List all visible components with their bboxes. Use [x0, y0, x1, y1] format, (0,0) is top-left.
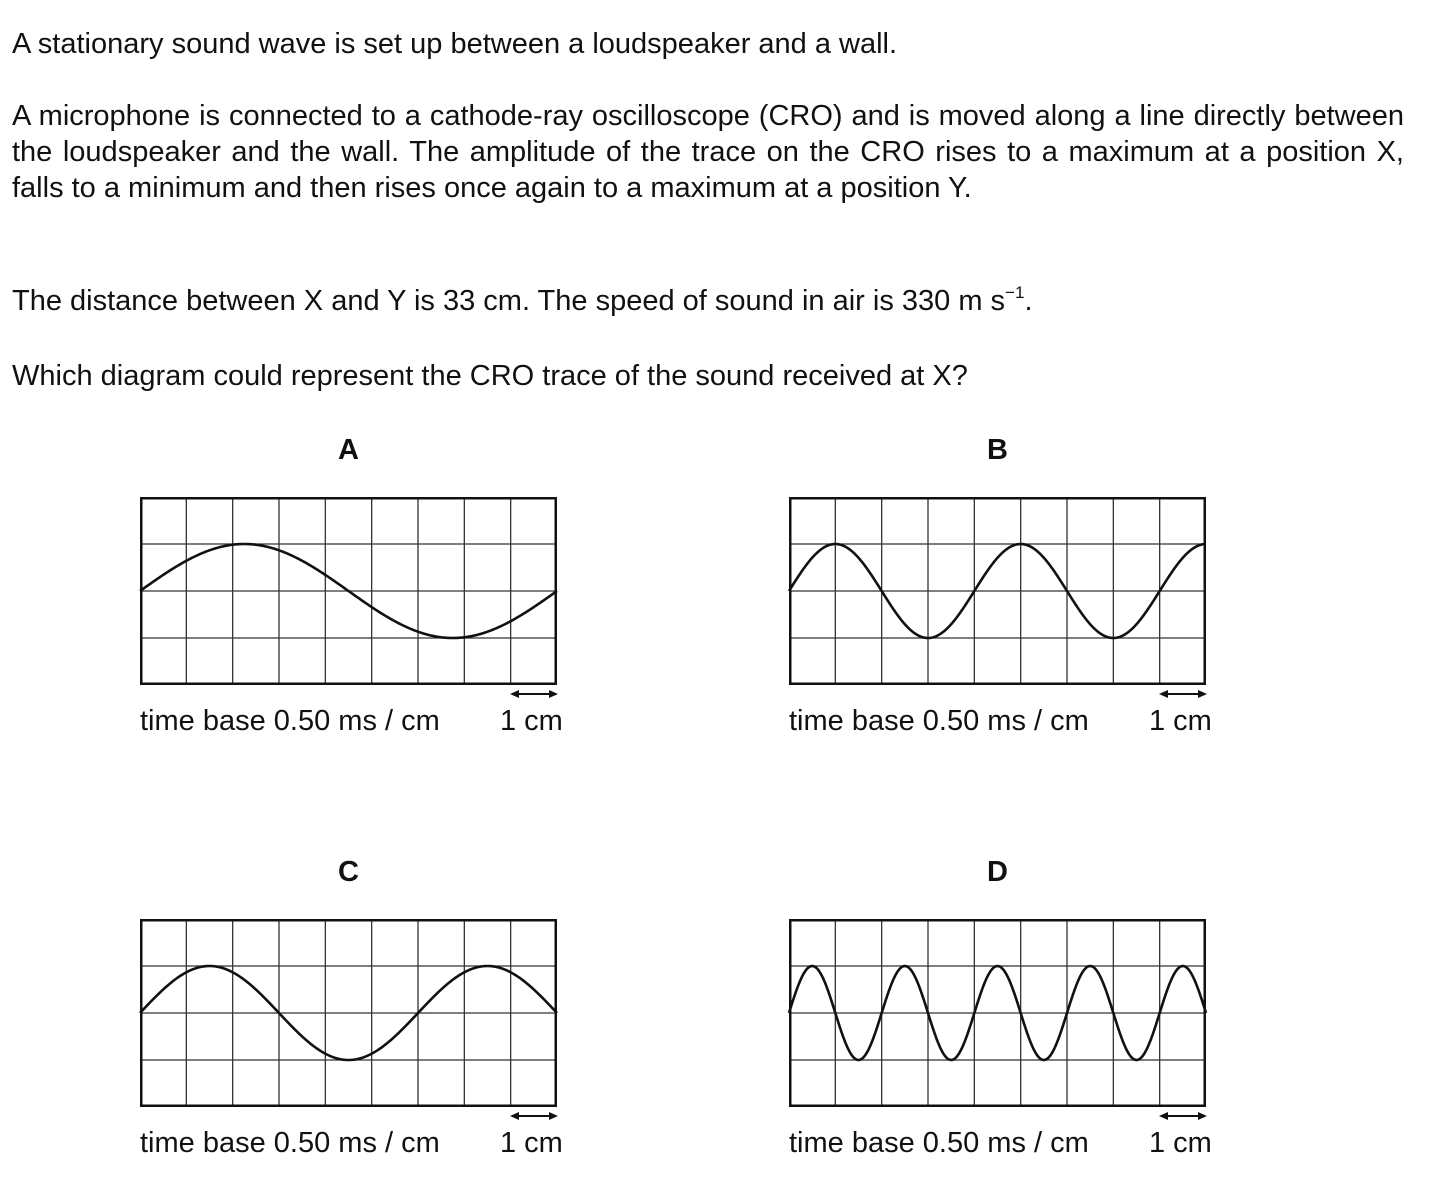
diagram-b: [789, 434, 1349, 764]
question-intro: A stationary sound wave is set up between a loudspeaker and a wall.: [12, 28, 898, 60]
cro-trace-graph: [140, 919, 557, 1107]
diagram-label: D: [987, 856, 1008, 888]
time-base-caption: time base 0.50 ms / cm: [789, 1127, 1089, 1159]
scale-arrow-icon: [1159, 1111, 1207, 1121]
diagram-d: [789, 856, 1349, 1186]
scale-label: 1 cm: [1149, 705, 1212, 737]
time-base-caption: time base 0.50 ms / cm: [140, 1127, 440, 1159]
diagram-c: [140, 856, 700, 1186]
diagram-label: B: [987, 434, 1008, 466]
cro-trace-graph: [140, 497, 557, 685]
time-base-caption: time base 0.50 ms / cm: [789, 705, 1089, 737]
scale-arrow-icon: [1159, 689, 1207, 699]
scale-label: 1 cm: [500, 705, 563, 737]
diagram-label: A: [338, 434, 359, 466]
question-data-end: .: [1024, 285, 1033, 317]
scale-arrow-icon: [510, 689, 558, 699]
cro-trace-graph: [789, 919, 1206, 1107]
question-data-exponent: −1: [1005, 283, 1025, 302]
diagram-label: C: [338, 856, 359, 888]
question-data-text: The distance between X and Y is 33 cm. The speed of sound in air is 330 m s: [12, 285, 1006, 317]
cro-trace-graph: [789, 497, 1206, 685]
time-base-caption: time base 0.50 ms / cm: [140, 705, 440, 737]
scale-arrow-icon: [510, 1111, 558, 1121]
question-setup: A microphone is connected to a cathode-ray oscilloscope (CRO) and is moved along a line directly between the loudspeaker and the wall. The amplitude of the trace on the CRO rises to a maximum at a position X, falls to a minimum and then rises once again to a maximum at a position Y.: [12, 100, 1404, 204]
scale-label: 1 cm: [500, 1127, 563, 1159]
diagram-a: [140, 434, 700, 764]
scale-label: 1 cm: [1149, 1127, 1212, 1159]
question-data: [12, 283, 1404, 319]
question-prompt: Which diagram could represent the CRO trace of the sound received at X?: [12, 360, 968, 392]
